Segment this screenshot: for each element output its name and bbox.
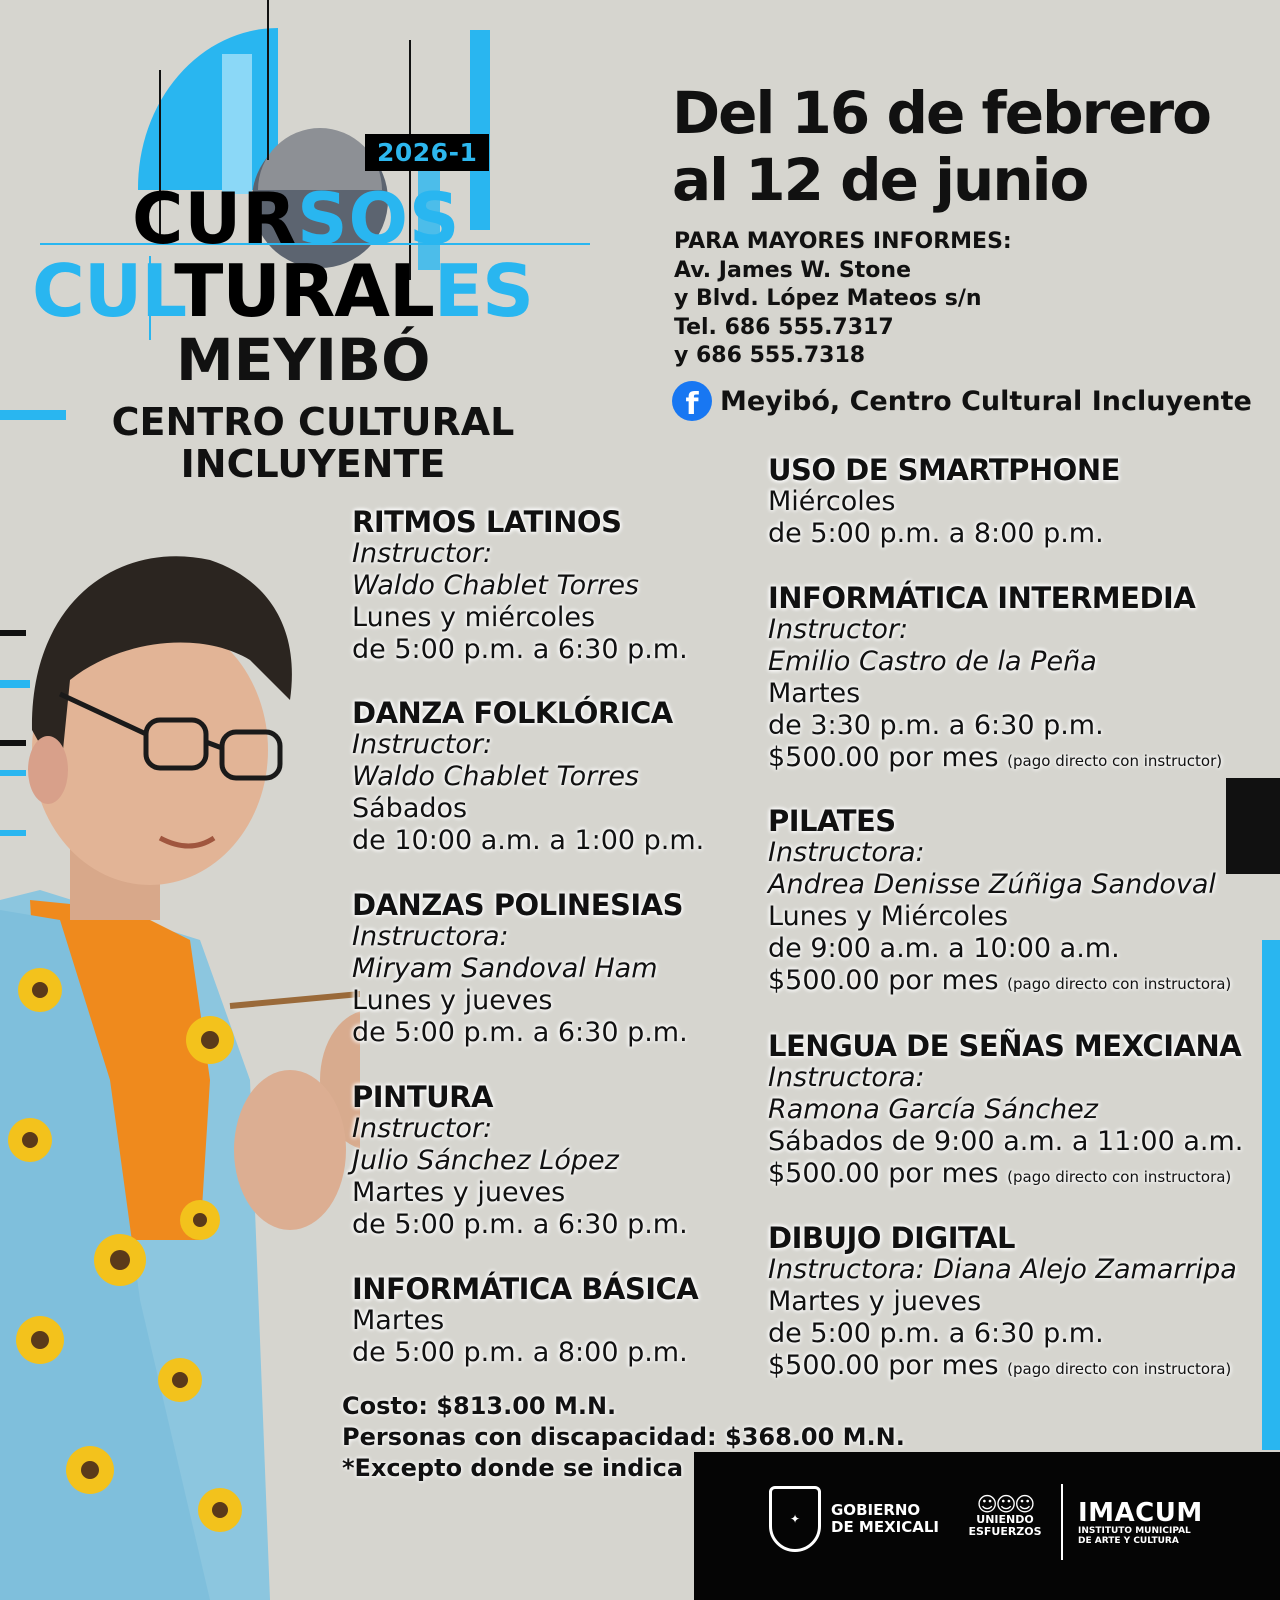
course-hours: de 10:00 a.m. a 1:00 p.m. <box>352 825 705 856</box>
course-informatica-basica <box>352 1273 698 1369</box>
course-instructor: Miryam Sandoval Ham <box>352 953 658 984</box>
course-lengua-senas <box>768 1030 1243 1193</box>
course-title: DANZA FOLKLÓRICA <box>352 696 673 730</box>
course-uso-smartphone <box>768 454 1120 550</box>
course-instructor-label: Instructora: <box>768 837 925 868</box>
course-instructor-label: Instructor: <box>352 538 493 569</box>
course-instructor: Andrea Denisse Zúñiga Sandoval <box>768 869 1216 900</box>
facebook-link[interactable] <box>672 381 1252 421</box>
title-cursos-black: CUR <box>132 178 298 260</box>
gobierno-line1: GOBIERNO <box>831 1501 921 1519</box>
course-instructor: Ramona García Sánchez <box>768 1094 1098 1125</box>
people-icon: ☺☺☺ <box>976 1492 1034 1516</box>
imacum-sub1: INSTITUTO MUNICIPAL <box>1078 1526 1191 1536</box>
edge-accent-blue <box>1262 940 1280 1450</box>
contact-phone2: y 686 555.7318 <box>674 343 866 368</box>
footer-divider <box>1061 1484 1063 1560</box>
course-days: Lunes y miércoles <box>352 602 596 633</box>
title-culturales <box>32 249 533 333</box>
course-instructor-label: Instructor: <box>768 614 909 645</box>
subtitle-line2: INCLUYENTE <box>180 441 446 486</box>
course-price-note: (pago directo con instructora) <box>1007 975 1232 993</box>
course-title: INFORMÁTICA INTERMEDIA <box>768 581 1196 615</box>
course-days: Martes <box>768 678 861 709</box>
gobierno-mexicali-logo <box>769 1486 939 1552</box>
course-instructor: Emilio Castro de la Peña <box>768 646 1097 677</box>
course-hours: de 3:30 p.m. a 6:30 p.m. <box>768 710 1104 741</box>
title-culturales-b: TU <box>174 249 280 333</box>
course-hours: de 5:00 p.m. a 8:00 p.m. <box>768 518 1104 549</box>
course-days: Martes y jueves <box>352 1177 566 1208</box>
course-pilates <box>768 805 1231 1000</box>
course-title: INFORMÁTICA BÁSICA <box>352 1272 699 1306</box>
course-title: USO DE SMARTPHONE <box>768 453 1120 487</box>
subtitle <box>98 402 528 486</box>
course-price-note: (pago directo con instructor) <box>1007 752 1223 770</box>
course-hours: de 5:00 p.m. a 6:30 p.m. <box>352 1209 688 1240</box>
course-danza-folklorica <box>352 697 704 857</box>
contact-address2: y Blvd. López Mateos s/n <box>674 286 982 311</box>
course-hours: de 5:00 p.m. a 8:00 p.m. <box>352 1337 688 1368</box>
title-culturales-c: RAL <box>279 249 434 333</box>
gobierno-line2: DE MEXICALI <box>831 1518 939 1536</box>
course-pintura <box>352 1081 688 1241</box>
course-price-note: (pago directo con instructora) <box>1007 1360 1232 1378</box>
date-line1: Del 16 de febrero <box>672 79 1210 147</box>
course-instructor: Julio Sánchez López <box>352 1145 619 1176</box>
person-photo <box>0 520 360 1600</box>
course-days: Miércoles <box>768 486 896 517</box>
course-days: Lunes y Miércoles <box>768 901 1009 932</box>
cost-disability: Personas con discapacidad: $368.00 M.N. <box>342 1423 905 1451</box>
semester-badge: 2026-1 <box>365 134 489 171</box>
course-days: Martes y jueves <box>768 1286 982 1317</box>
course-days: Lunes y jueves <box>352 985 553 1016</box>
course-days: Sábados de 9:00 a.m. a 11:00 a.m. <box>768 1126 1244 1157</box>
contact-heading: PARA MAYORES INFORMES: <box>674 229 1012 254</box>
contact-address1: Av. James W. Stone <box>674 257 911 283</box>
brand-meyibo: MEYIBÓ <box>176 326 431 394</box>
edge-accent-dark <box>1226 778 1280 874</box>
imacum-sub2: DE ARTE Y CULTURA <box>1078 1536 1179 1546</box>
title-culturales-a: CUL <box>32 249 175 333</box>
course-danzas-polinesias <box>352 889 688 1049</box>
course-instructor: Waldo Chablet Torres <box>352 761 639 792</box>
imacum-title: IMACUM <box>1078 1498 1203 1528</box>
subtitle-line1: CENTRO CULTURAL <box>111 400 515 444</box>
course-instructor: Waldo Chablet Torres <box>352 570 639 601</box>
course-hours: de 9:00 a.m. a 10:00 a.m. <box>768 933 1120 964</box>
contact-phone1: Tel. 686 555.7317 <box>674 314 894 340</box>
imacum-logo <box>1078 1500 1203 1546</box>
course-price: $500.00 por mes <box>768 1158 999 1189</box>
unidos-line1: UNIENDO <box>976 1513 1034 1526</box>
course-title: DIBUJO DIGITAL <box>768 1221 1015 1255</box>
uniendo-esfuerzos-logo <box>962 1494 1048 1538</box>
gobierno-text <box>831 1502 939 1536</box>
course-dibujo-digital <box>768 1222 1237 1385</box>
course-price: $500.00 por mes <box>768 965 999 996</box>
course-days: Sábados <box>352 793 468 824</box>
course-days: Martes <box>352 1305 445 1336</box>
date-line2: al 12 de junio <box>672 145 1088 214</box>
course-hours: de 5:00 p.m. a 6:30 p.m. <box>352 634 688 665</box>
title-culturales-d: ES <box>433 249 533 333</box>
course-ritmos-latinos <box>352 506 688 666</box>
course-hours: de 5:00 p.m. a 6:30 p.m. <box>352 1017 688 1048</box>
course-title: PILATES <box>768 804 896 838</box>
cost-exception-note: *Excepto donde se indica <box>342 1454 684 1482</box>
mexicali-shield-icon: ✦ <box>769 1486 821 1552</box>
course-hours: de 5:00 p.m. a 6:30 p.m. <box>768 1318 1104 1349</box>
course-title: DANZAS POLINESIAS <box>352 888 684 922</box>
course-instructor-label: Instructora: <box>352 921 509 952</box>
course-title: RITMOS LATINOS <box>352 505 622 539</box>
course-informatica-intermedia <box>768 582 1222 777</box>
title-cursos <box>132 178 461 260</box>
date-range <box>672 80 1210 213</box>
title-cursos-blue: SOS <box>297 178 461 260</box>
course-price: $500.00 por mes <box>768 742 999 773</box>
course-instructor-label: Instructora: <box>768 1062 925 1093</box>
facebook-name: Meyibó, Centro Cultural Incluyente <box>720 385 1252 417</box>
course-instructor-label: Instructor: <box>352 729 493 760</box>
course-price-note: (pago directo con instructora) <box>1007 1168 1232 1186</box>
course-title: PINTURA <box>352 1080 493 1114</box>
contact-info <box>674 228 1012 371</box>
facebook-icon: f <box>672 381 712 421</box>
course-price: $500.00 por mes <box>768 1350 999 1381</box>
course-instructor: Instructora: Diana Alejo Zamarripa <box>768 1254 1237 1285</box>
unidos-line2: ESFUERZOS <box>968 1525 1042 1538</box>
course-title: LENGUA DE SEÑAS MEXCIANA <box>768 1029 1242 1063</box>
course-instructor-label: Instructor: <box>352 1113 493 1144</box>
cost-general: Costo: $813.00 M.N. <box>342 1392 617 1420</box>
